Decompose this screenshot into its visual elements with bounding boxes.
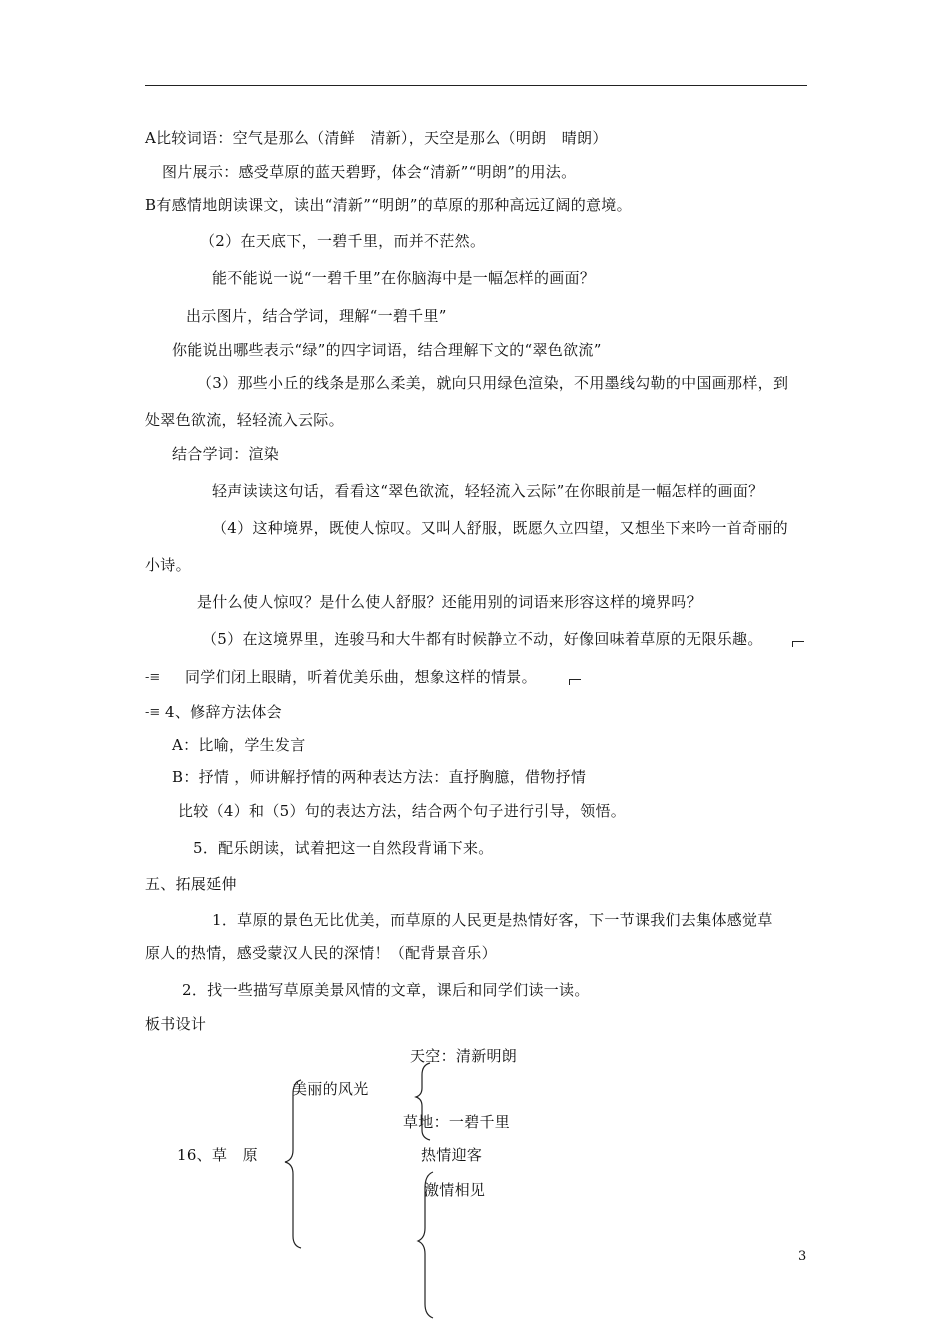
margin-mark: -≡	[145, 670, 161, 685]
text-line: （3）那些小丘的线条是那么柔美，就向只用绿色渲染，不用墨线勾勒的中国画那样，到	[197, 374, 789, 392]
people-brace	[418, 1172, 433, 1318]
scenery-brace	[416, 1063, 430, 1140]
margin-mark: -≡	[145, 705, 161, 720]
text-line: （2）在天底下，一碧千里，而并不茫然。	[200, 232, 486, 250]
text-line: （5）在这境界里，连骏马和大牛都有时候静立不动，好像回味着草原的无限乐趣。	[202, 630, 763, 648]
text-line: 原人的热情，感受蒙汉人民的深情！（配背景音乐）	[145, 944, 497, 962]
text-line: 图片展示：感受草原的蓝天碧野，体会“清新”“明朗”的用法。	[162, 163, 577, 181]
text-line: B有感情地朗读课文，读出“清新”“明朗”的草原的那种高远辽阔的意境。	[145, 196, 632, 214]
text-line: 5．配乐朗读，试着把这一自然段背诵下来。	[193, 839, 494, 857]
text-line: 结合学词：渲染	[172, 445, 280, 463]
page-number: 3	[798, 1249, 807, 1264]
text-line: 板书设计	[145, 1015, 207, 1033]
text-line: 五、拓展延伸	[145, 875, 237, 893]
text-line: 4、修辞方法体会	[165, 703, 282, 721]
text-line: 1．草原的景色无比优美，而草原的人民更是热情好客，下一节课我们去集体感觉草	[212, 911, 773, 929]
text-line: 你能说出哪些表示“绿”的四字词语，结合理解下文的“翠色欲流”	[172, 341, 602, 359]
text-line: 轻声读读这句话，看看这“翠色欲流，轻轻流入云际”在你眼前是一幅怎样的画面？	[212, 482, 764, 500]
text-line: 是什么使人惊叹？是什么使人舒服？还能用别的词语来形容这样的境界吗？	[197, 593, 702, 611]
text-line: 2．找一些描写草原美景风情的文章，课后和同学们读一读。	[182, 981, 590, 999]
text-line: B：抒情 ，师讲解抒情的两种表达方法：直抒胸臆，借物抒情	[172, 768, 587, 786]
board-meet: 激情相见	[424, 1181, 486, 1199]
text-line: 出示图片，结合学词，理解“一碧千里”	[186, 307, 447, 325]
text-line: A：比喻，学生发言	[172, 736, 306, 754]
board-beauty: 美丽的风光	[292, 1080, 369, 1098]
text-line: 小诗。	[145, 556, 191, 574]
text-line: 处翠色欲流，轻轻流入云际。	[145, 411, 344, 429]
board-sky: 天空：清新明朗	[410, 1047, 518, 1065]
board-grass: 草地：一碧千里	[403, 1113, 511, 1131]
main-brace	[285, 1080, 301, 1248]
text-line: （4）这种境界，既使人惊叹。又叫人舒服，既愿久立四望，又想坐下来吟一首奇丽的	[212, 519, 788, 537]
board-title: 16、草 原	[177, 1146, 258, 1164]
text-line: 同学们闭上眼睛，听着优美乐曲，想象这样的情景。	[185, 668, 537, 686]
text-line: 比较（4）和（5）句的表达方法，结合两个句子进行引导，领悟。	[178, 802, 627, 820]
text-line: 能不能说一说“一碧千里”在你脑海中是一幅怎样的画面？	[212, 269, 596, 287]
text-line: A比较词语：空气是那么（清鲜 清新），天空是那么（明朗 晴朗）	[145, 129, 608, 147]
board-welcome: 热情迎客	[421, 1146, 483, 1164]
